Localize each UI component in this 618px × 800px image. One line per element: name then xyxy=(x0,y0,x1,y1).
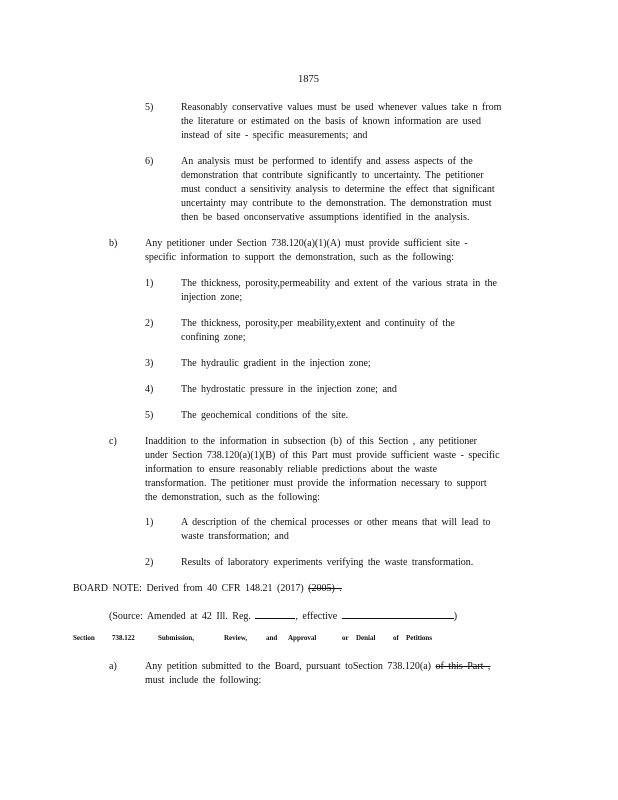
section-title-word: Petitions xyxy=(406,634,433,642)
text-line: A description of the chemical processes or other means that will lead to xyxy=(181,517,491,528)
text-line: waste transformation; and xyxy=(181,531,289,542)
text-line: under Section 738.120(a)(1)(B) of this Part must provide sufficient waste - specific xyxy=(145,450,500,461)
text-line: information to ensure reasonably reliable predictions about the waste xyxy=(145,464,438,475)
text-line xyxy=(145,660,490,674)
subsection-label: c) xyxy=(109,436,117,447)
list-item-text: The hydrostatic pressure in the injection zone; and xyxy=(181,384,397,395)
section-title-word: Review, xyxy=(224,634,248,642)
page-number: 1875 xyxy=(298,74,319,85)
text-line: confining zone; xyxy=(181,332,246,343)
source-close: ) xyxy=(453,611,458,622)
text-line: injection zone; xyxy=(181,292,243,303)
list-item-text xyxy=(181,277,497,305)
list-item-text xyxy=(181,516,490,544)
text-line: Inaddition to the information in subsection (b) of this Section , any petitioner xyxy=(145,436,477,447)
text-line: Reasonably conservative values must be used whenever values take n from xyxy=(181,102,502,113)
effective-date-blank xyxy=(342,608,454,619)
text-line: The thickness, porosity,per meability,extent and continuity of the xyxy=(181,318,455,329)
text-line: the literature or estimated on the basis of known information are used xyxy=(181,116,481,127)
text-line: transformation. The petitioner must provide the information necessary to support xyxy=(145,478,487,489)
board-note-struck-text: (2005) . xyxy=(308,583,342,594)
text-line: then be based onconservative assumptions identified in the analysis. xyxy=(181,212,470,223)
list-item-text xyxy=(181,317,455,345)
section-title-word: Approval xyxy=(288,634,317,642)
section-title-word: Denial xyxy=(356,634,376,642)
list-item-number: 2) xyxy=(145,557,154,568)
section-title-word: of xyxy=(393,634,399,642)
text-run: Any petition submitted to the Board, pursuant toSection 738.120(a) xyxy=(145,661,431,672)
list-item-number: 1) xyxy=(145,278,154,289)
list-item-number: 3) xyxy=(145,358,154,369)
section-number: 738.122 xyxy=(112,634,135,642)
subsection-text xyxy=(145,660,490,688)
list-item-number: 2) xyxy=(145,318,154,329)
text-line: Any petitioner under Section 738.120(a)(1)(A) must provide sufficient site - xyxy=(145,238,468,249)
subsection-text xyxy=(145,435,500,505)
list-item-text: The geochemical conditions of the site. xyxy=(181,410,349,421)
source-text: (Source: Amended at 42 Ill. Reg. xyxy=(109,611,251,622)
source-effective: , effective xyxy=(295,611,338,622)
board-note xyxy=(73,582,342,596)
struck-text: of this Part , xyxy=(435,661,491,672)
list-item-text: Results of laboratory experiments verifying the waste transformation. xyxy=(181,557,474,568)
text-line: must conduct a sensitivity analysis to determine the effect that significant xyxy=(181,184,495,195)
source-line xyxy=(109,608,457,624)
list-item-text xyxy=(181,101,501,143)
text-line: demonstration that contribute significantly to uncertainty. The petitioner xyxy=(181,170,484,181)
subsection-label: b) xyxy=(109,238,118,249)
text-line: uncertainty may contribute to the demonstration. The demonstration must xyxy=(181,198,492,209)
list-item-number: 5) xyxy=(145,102,154,113)
list-item-text: The hydraulic gradient in the injection zone; xyxy=(181,358,371,369)
text-line: The thickness, porosity,permeability and extent of the various strata in the xyxy=(181,278,497,289)
section-title-word: or xyxy=(342,634,349,642)
subsection-text xyxy=(145,237,468,265)
text-line: instead of site - specific measurements; and xyxy=(181,130,368,141)
list-item-number: 4) xyxy=(145,384,154,395)
list-item-text xyxy=(181,155,495,225)
section-title-word: and xyxy=(266,634,278,642)
section-label: Section xyxy=(73,634,95,642)
text-line: specific information to support the demonstration, such as the following: xyxy=(145,252,455,263)
list-item-number: 1) xyxy=(145,517,154,528)
board-note-text: BOARD NOTE: Derived from 40 CFR 148.21 (2017) xyxy=(73,583,304,594)
text-line: An analysis must be performed to identify and assess aspects of the xyxy=(181,156,473,167)
section-title-word: Submission, xyxy=(158,634,194,642)
text-line: the demonstration, such as the following: xyxy=(145,492,320,503)
text-line: must include the following: xyxy=(145,675,262,686)
subsection-label: a) xyxy=(109,661,117,672)
list-item-number: 6) xyxy=(145,156,154,167)
list-item-number: 5) xyxy=(145,410,154,421)
register-page-blank xyxy=(255,608,295,619)
